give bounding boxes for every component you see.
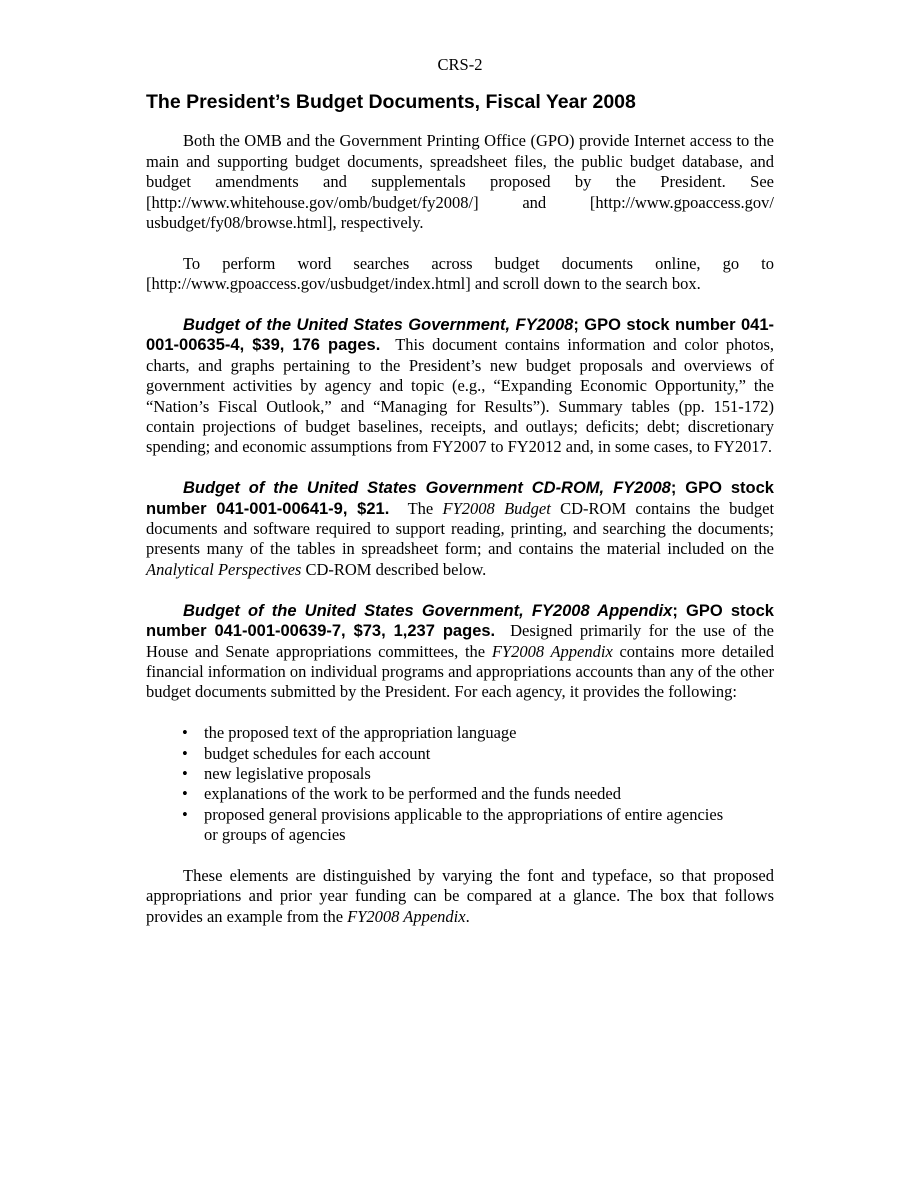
entry-title: Budget of the United States Government, FY2008 Appendix (183, 601, 673, 620)
bullet-icon: • (182, 763, 188, 783)
entry-body-text: Designed primarily for the use of the House and Senate appropriations committees, the (146, 621, 775, 661)
intro-paragraph-access: Both the OMB and the Government Printing Office (GPO) provide Internet access to the main and supporting budget documents, spreadsheet files, the public budget database, and budget amendments and supplementals proposed by the President. See [http://www.whitehouse.gov/omb/budget/fy2008/] and [http://www.gpoaccess.gov/ usbudget/fy08/browse.html], respectively. (146, 131, 774, 233)
entry-body-italic: Analytical Perspectives (146, 559, 302, 579)
list-item-text: the proposed text of the appropriation language (204, 723, 517, 743)
bullet-icon: • (182, 723, 188, 743)
entry-stock-info: ; GPO stock number 041-001-00641-9, $21. (146, 479, 774, 518)
bullet-icon: • (182, 804, 188, 824)
entry-body-text: The (407, 498, 434, 518)
page-header: CRS-2 (437, 55, 483, 74)
closing-italic: FY2008 Appendix (347, 906, 466, 926)
bullet-icon: • (182, 784, 188, 804)
appendix-contents-list (146, 723, 774, 845)
list-item-text: new legislative proposals (204, 763, 371, 783)
list-item (146, 805, 724, 846)
entry-budget-cdrom (146, 478, 774, 580)
list-item (146, 764, 724, 784)
entry-body-italic: FY2008 Budget (442, 498, 551, 518)
entry-body: This document contains information and color photos, charts, and graphs pertaining to the President’s new budget proposals and overviews of government activities by agency and topic (e.g., “Expanding Economic Opportunity,” the “Nation’s Fiscal Outlook,” and “Managing for Results”). Summary tables (pp. 151-172) contain projections of budget baselines, receipts, and outlays; deficits; debt; discretionary spending; and economic assumptions from FY2007 to FY2012 and, in some cases, to FY2017. (146, 335, 774, 457)
entry-title: Budget of the United States Government, FY2008 (183, 316, 574, 335)
bullet-icon: • (182, 743, 188, 763)
page-title: The President’s Budget Documents, Fiscal Year 2008 (146, 91, 636, 114)
list-item (146, 784, 724, 804)
entry-stock-info: ; GPO stock number 041-001-00635-4, $39, 176 pages. (146, 316, 774, 355)
closing-punct: . (465, 906, 470, 926)
list-item (146, 744, 724, 764)
entry-budget-appendix (146, 601, 774, 703)
entry-body-text: CD-ROM contains the budget documents and software required to support reading, printing, and searching the documents; presents many of the tables in spreadsheet form; and contains the material included on the (146, 498, 775, 559)
closing-text: These elements are distinguished by varying the font and typeface, so that proposed appropriations and prior year funding can be compared at a glance. The box that follows provides an example from the (146, 865, 774, 926)
list-item-text: proposed general provisions applicable to the appropriations of entire agencies or groups of agencies (204, 804, 724, 845)
list-item (146, 723, 724, 743)
list-item-text: budget schedules for each account (204, 743, 431, 763)
entry-title: Budget of the United States Government CD-ROM, FY2008 (183, 479, 671, 498)
entry-body-text: contains more detailed financial information on individual programs and appropriations accounts than any of the other budget documents submitted by the President. For each agency, it provides the following: (146, 641, 774, 702)
entry-body-text: CD-ROM described below. (305, 559, 487, 579)
intro-paragraph-search: To perform word searches across budget documents online, go to [http://www.gpoaccess.gov/usbudget/index.html] and scroll down to the search box. (146, 253, 774, 294)
closing-paragraph (146, 866, 774, 927)
entry-stock-info: ; GPO stock number 041-001-00639-7, $73, 1,237 pages. (146, 601, 774, 641)
entry-body-italic: FY2008 Appendix (491, 641, 613, 661)
list-item-text: explanations of the work to be performed and the funds needed (204, 784, 621, 804)
entry-budget-fy2008 (146, 315, 774, 458)
document-page (146, 55, 774, 948)
